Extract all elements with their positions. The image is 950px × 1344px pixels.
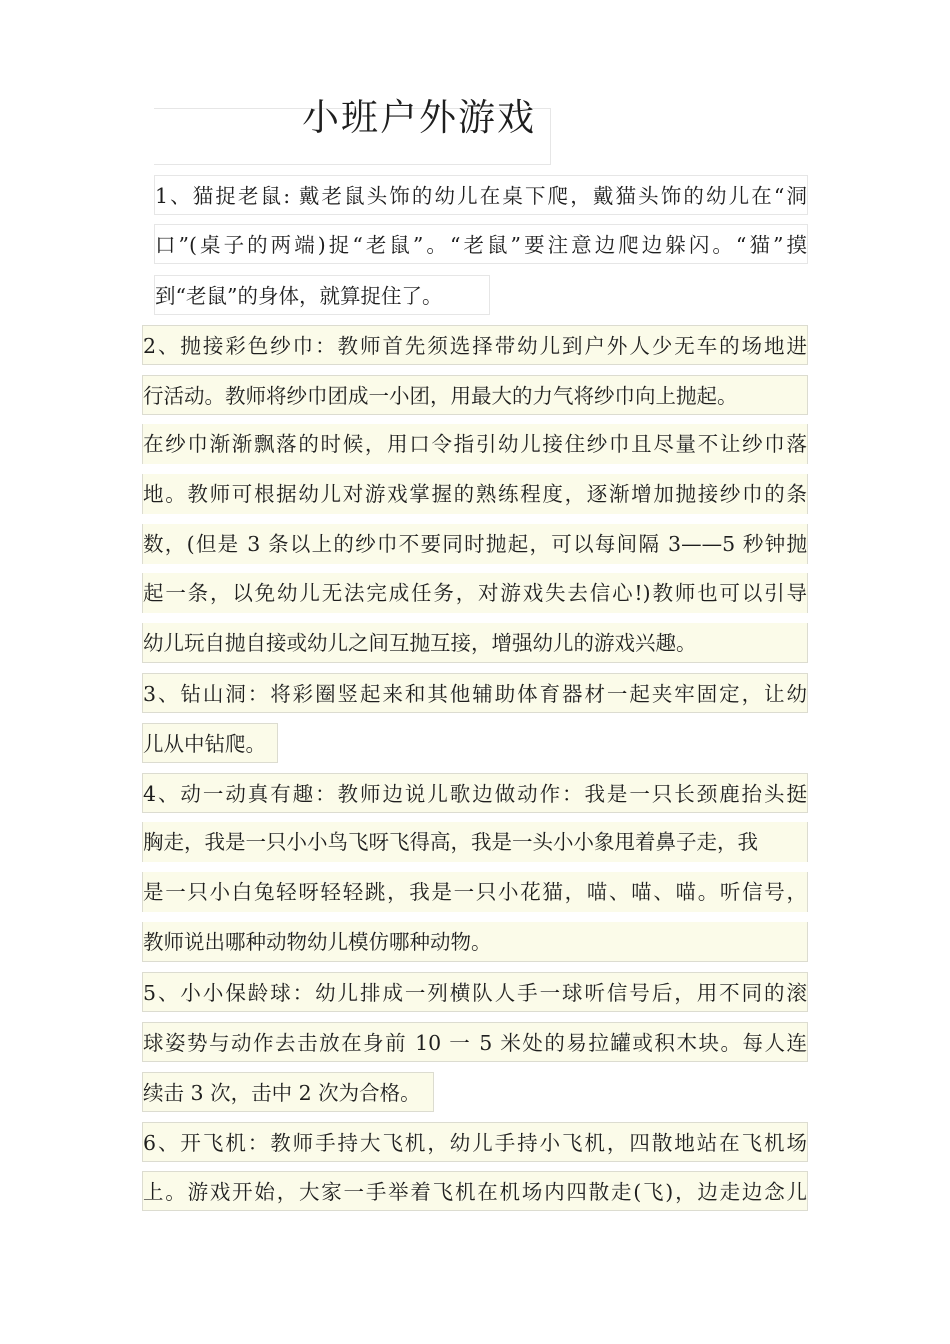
text-line: 2、抛接彩色纱巾：教师首先须选择带幼儿到户外人少无车的场地进 <box>142 325 808 365</box>
text-line: 幼儿玩自抛自接或幼儿之间互抛互接，增强幼儿的游戏兴趣。 <box>142 623 808 663</box>
text-line: 5、小小保龄球：幼儿排成一列横队人手一球听信号后，用不同的滚 <box>142 972 808 1012</box>
text-line: 胸走，我是一只小小鸟飞呀飞得高，我是一头小小象甩着鼻子走，我 <box>142 822 808 862</box>
text-line: 起一条，以免幼儿无法完成任务，对游戏失去信心!)教师也可以引导 <box>142 573 808 613</box>
text-line: 地。教师可根据幼儿对游戏掌握的熟练程度，逐渐增加抛接纱巾的条 <box>142 474 808 514</box>
text-line: 行活动。教师将纱巾团成一小团，用最大的力气将纱巾向上抛起。 <box>142 375 808 415</box>
text-line: 数，(但是 3 条以上的纱巾不要同时抛起，可以每间隔 3——5 秒钟抛 <box>142 524 808 564</box>
text-line: 6、开飞机：教师手持大飞机，幼儿手持小飞机，四散地站在飞机场 <box>142 1122 808 1162</box>
text-line: 上。游戏开始，大家一手举着飞机在机场内四散走(飞)，边走边念儿 <box>142 1171 808 1211</box>
text-line: 口”(桌子的两端)捉“老鼠”。“老鼠”要注意边爬边躲闪。“猫”摸 <box>154 224 808 264</box>
text-line: 到“老鼠”的身体，就算捉住了。 <box>154 275 490 315</box>
page-title: 小班户外游戏 <box>302 96 536 139</box>
text-line: 1、猫捉老鼠: 戴老鼠头饰的幼儿在桌下爬，戴猫头饰的幼儿在“洞 <box>154 175 808 215</box>
text-line: 是一只小白兔轻呀轻轻跳，我是一只小花猫，喵、喵、喵。听信号， <box>142 872 808 912</box>
text-line: 在纱巾渐渐飘落的时候，用口令指引幼儿接住纱巾且尽量不让纱巾落 <box>142 424 808 464</box>
text-line: 续击 3 次，击中 2 次为合格。 <box>142 1072 434 1112</box>
text-line: 3、钻山洞：将彩圈竖起来和其他辅助体育器材一起夹牢固定，让幼 <box>142 673 808 713</box>
text-line: 教师说出哪种动物幼儿模仿哪种动物。 <box>142 922 808 962</box>
text-line: 儿从中钻爬。 <box>142 723 278 763</box>
text-line: 球姿势与动作去击放在身前 10 一 5 米处的易拉罐或积木块。每人连 <box>142 1022 808 1062</box>
text-line: 4、动一动真有趣：教师边说儿歌边做动作：我是一只长颈鹿抬头挺 <box>142 773 808 813</box>
